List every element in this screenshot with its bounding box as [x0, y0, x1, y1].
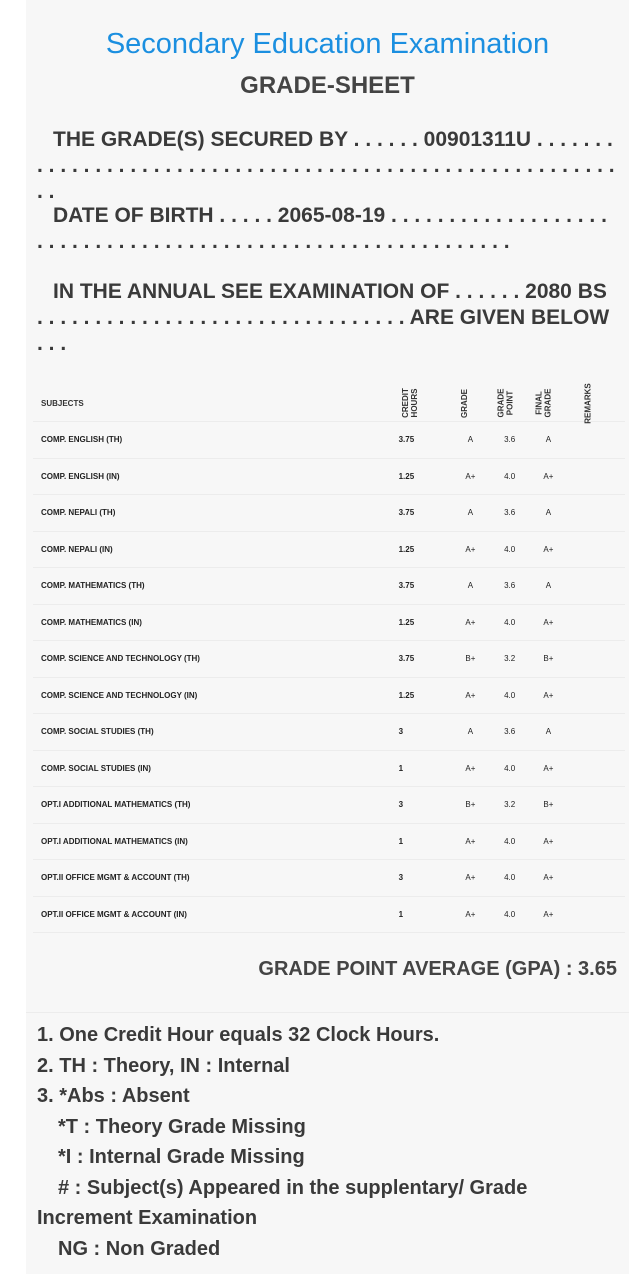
grade-cell: A [450, 568, 491, 605]
grade-point-cell: 3.6 [491, 568, 529, 605]
note-non-graded-text: NG : Non Graded [58, 1237, 221, 1260]
credit-hours-cell: 3.75 [395, 422, 450, 459]
final-grade-cell: A+ [529, 750, 569, 787]
credit-hours-cell: 1.25 [395, 604, 450, 641]
subject-cell: COMP. SCIENCE AND TECHNOLOGY (TH) [33, 641, 395, 678]
table-row [33, 714, 625, 751]
remarks-cell [568, 750, 625, 787]
note-internal-missing [37, 1142, 617, 1173]
remarks-cell [568, 458, 625, 495]
credit-hours-cell: 1.25 [395, 458, 450, 495]
subject-cell: COMP. NEPALI (IN) [33, 531, 395, 568]
subject-cell: COMP. SOCIAL STUDIES (IN) [33, 750, 395, 787]
exam-line [37, 279, 617, 357]
remarks-cell [568, 787, 625, 824]
final-grade-cell: A+ [529, 458, 569, 495]
notes-divider [26, 1012, 629, 1013]
notes-section [37, 1020, 617, 1264]
remarks-cell [568, 422, 625, 459]
subject-cell: COMP. NEPALI (TH) [33, 495, 395, 532]
grade-cell: A [450, 714, 491, 751]
credit-hours-cell: 1 [395, 823, 450, 860]
grade-point-cell: 4.0 [491, 677, 529, 714]
note-credit-hour: 1. One Credit Hour equals 32 Clock Hours. [37, 1024, 440, 1046]
final-grade-cell: A+ [529, 531, 569, 568]
credit-hours-cell: 1 [395, 896, 450, 933]
table-row [33, 495, 625, 532]
subject-cell: OPT.I ADDITIONAL MATHEMATICS (TH) [33, 787, 395, 824]
grade-point-cell: 4.0 [491, 531, 529, 568]
final-grade-cell: A [529, 422, 569, 459]
remarks-cell [568, 714, 625, 751]
subject-cell: COMP. SCIENCE AND TECHNOLOGY (IN) [33, 677, 395, 714]
subject-cell: COMP. ENGLISH (TH) [33, 422, 395, 459]
header-grade-point-label: GRADE POINT [496, 388, 515, 418]
exam-title: Secondary Education Examination [105, 28, 550, 60]
note-supplementary-text: # : Subject(s) Appeared in the supplentary/ Grade [58, 1176, 528, 1199]
grade-point-cell: 4.0 [491, 458, 529, 495]
final-grade-cell: A [529, 495, 569, 532]
credit-hours-cell: 3 [395, 860, 450, 897]
grades-table-body [33, 422, 625, 933]
note-internal-missing-text: *I : Internal Grade Missing [58, 1146, 305, 1168]
note-absent: 3. *Abs : Absent [37, 1085, 190, 1107]
header-subjects: SUBJECTS [33, 385, 395, 422]
table-row [33, 860, 625, 897]
final-grade-cell: B+ [529, 787, 569, 824]
credit-hours-cell: 3 [395, 787, 450, 824]
final-grade-cell: A [529, 714, 569, 751]
table-row [33, 787, 625, 824]
remarks-cell [568, 495, 625, 532]
table-row [33, 604, 625, 641]
subject-cell: OPT.II OFFICE MGMT & ACCOUNT (TH) [33, 860, 395, 897]
grade-cell: A+ [450, 823, 491, 860]
secured-by-text: THE GRADE(S) SECURED BY . . . . . . 00901311U . . . . . . . . . . . . . . . . . . . . . . . . . . . . . . . . . . . . . . . . . . . . . . . . . . . . . . . . . . . [37, 128, 615, 203]
table-row [33, 677, 625, 714]
grade-cell: A+ [450, 458, 491, 495]
exam-text: IN THE ANNUAL SEE EXAMINATION OF . . . . . . 2080 BS . . . . . . . . . . . . . . . . . . . . . . . . . . . . . . . . ARE GIVEN BELOW . . . [37, 280, 610, 355]
credit-hours-cell: 3.75 [395, 495, 450, 532]
grade-cell: B+ [450, 787, 491, 824]
grade-point-cell: 3.6 [491, 422, 529, 459]
grade-cell: A+ [450, 750, 491, 787]
grade-point-cell: 3.6 [491, 714, 529, 751]
final-grade-cell: A+ [529, 823, 569, 860]
header-final-grade [529, 385, 569, 422]
subject-cell: COMP. ENGLISH (IN) [33, 458, 395, 495]
grade-cell: A+ [450, 604, 491, 641]
final-grade-cell: A+ [529, 860, 569, 897]
grade-point-cell: 3.2 [491, 787, 529, 824]
credit-hours-cell: 3.75 [395, 641, 450, 678]
note-non-graded [37, 1234, 617, 1265]
subject-cell: COMP. MATHEMATICS (IN) [33, 604, 395, 641]
credit-hours-cell: 3.75 [395, 568, 450, 605]
subject-cell: COMP. MATHEMATICS (TH) [33, 568, 395, 605]
note-theory-missing-text: *T : Theory Grade Missing [58, 1115, 306, 1138]
note-theory-missing [37, 1112, 617, 1143]
remarks-cell [568, 677, 625, 714]
grade-cell: A+ [450, 896, 491, 933]
note-increment: Increment Examination [37, 1207, 258, 1229]
table-row [33, 568, 625, 605]
grade-point-cell: 4.0 [491, 750, 529, 787]
grade-cell: A+ [450, 860, 491, 897]
remarks-cell [568, 896, 625, 933]
grade-point-cell: 4.0 [491, 896, 529, 933]
table-row [33, 641, 625, 678]
secured-by-line [37, 127, 617, 205]
grade-point-cell: 3.2 [491, 641, 529, 678]
remarks-cell [568, 568, 625, 605]
note-th-in: 2. TH : Theory, IN : Internal [37, 1054, 290, 1077]
final-grade-cell: A+ [529, 896, 569, 933]
credit-hours-cell: 3 [395, 714, 450, 751]
grade-point-cell: 4.0 [491, 604, 529, 641]
grade-cell: A [450, 495, 491, 532]
table-header-row [33, 385, 625, 422]
subject-cell: OPT.II OFFICE MGMT & ACCOUNT (IN) [33, 896, 395, 933]
grade-cell: B+ [450, 641, 491, 678]
header-credit-hours-label: CREDIT HOURS [400, 388, 419, 418]
table-row [33, 458, 625, 495]
header-grade-point [491, 385, 529, 422]
grade-point-cell: 3.6 [491, 495, 529, 532]
credit-hours-cell: 1.25 [395, 677, 450, 714]
grade-cell: A+ [450, 531, 491, 568]
grade-point-cell: 4.0 [491, 823, 529, 860]
grade-cell: A+ [450, 677, 491, 714]
note-supplementary [37, 1173, 617, 1204]
remarks-cell [568, 641, 625, 678]
grade-cell: A [450, 422, 491, 459]
header-remarks-label: REMARKS [584, 382, 594, 424]
final-grade-cell: A+ [529, 604, 569, 641]
final-grade-cell: B+ [529, 641, 569, 678]
grades-table [33, 382, 625, 933]
subject-cell: COMP. SOCIAL STUDIES (TH) [33, 714, 395, 751]
table-row [33, 422, 625, 459]
credit-hours-cell: 1 [395, 750, 450, 787]
dob-text: DATE OF BIRTH . . . . . 2065-08-19 . . . . . . . . . . . . . . . . . . . . . . . . . . . . . . . . . . . . . . . . . . . . . . . . . . . . . . . . . . . . [37, 204, 607, 253]
remarks-cell [568, 823, 625, 860]
table-row [33, 896, 625, 933]
remarks-cell [568, 860, 625, 897]
gpa-summary: GRADE POINT AVERAGE (GPA) : 3.65 [258, 958, 617, 980]
header-remarks [568, 382, 625, 424]
subject-cell: OPT.I ADDITIONAL MATHEMATICS (IN) [33, 823, 395, 860]
final-grade-cell: A [529, 568, 569, 605]
sheet-subtitle: GRADE-SHEET [240, 72, 415, 99]
table-row [33, 531, 625, 568]
dob-line [37, 203, 617, 255]
grade-sheet [26, 0, 629, 1274]
remarks-cell [568, 604, 625, 641]
header-grade [450, 385, 491, 422]
grade-point-cell: 4.0 [491, 860, 529, 897]
table-row [33, 750, 625, 787]
header-final-grade-label: FINAL GRADE [533, 388, 552, 418]
final-grade-cell: A+ [529, 677, 569, 714]
credit-hours-cell: 1.25 [395, 531, 450, 568]
header-credit-hours [395, 385, 450, 422]
header-grade-label: GRADE [459, 388, 469, 418]
table-row [33, 823, 625, 860]
remarks-cell [568, 531, 625, 568]
